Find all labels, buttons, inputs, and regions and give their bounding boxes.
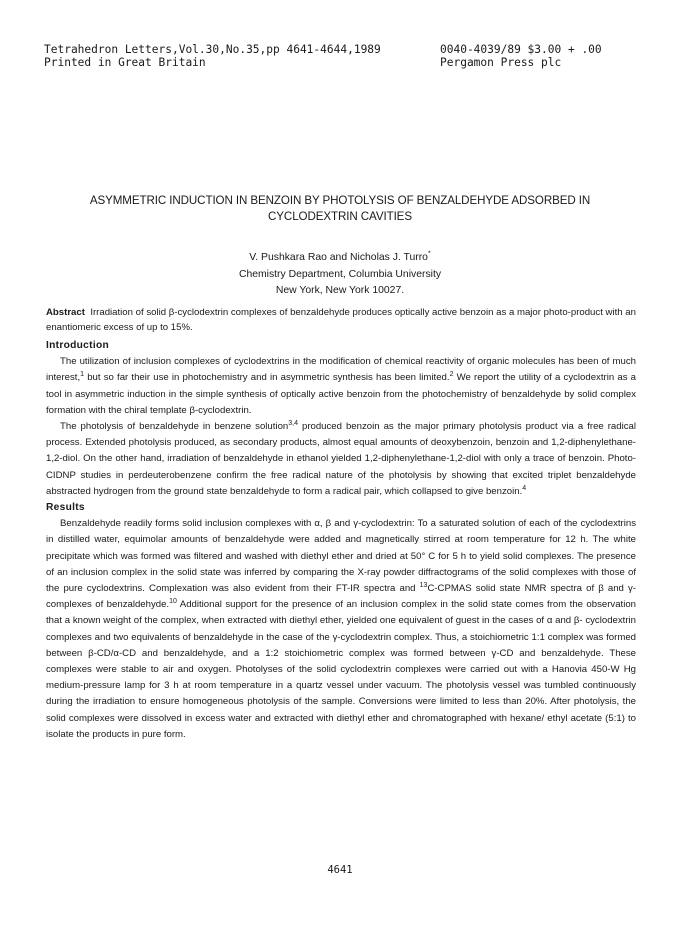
ref-4: 4 (522, 484, 527, 492)
ref-2: 2 (449, 371, 454, 379)
abstract-label: Abstract (46, 307, 85, 318)
intro-p1-text-a: The utilization of inclusion complexes of cyclodextrins in the modification of chemical reactivity of organic molecules has been of much interest, (46, 356, 636, 384)
ref-10: 10 (169, 598, 177, 606)
introduction-paragraph-2 (46, 419, 636, 500)
author-names: V. Pushkara Rao and Nicholas J. Turro (249, 252, 428, 263)
intro-p2-text-a: The photolysis of benzaldehyde in benzene solution (60, 421, 289, 433)
intro-p2-text-b: produced benzoin as the major primary photolysis product via a free radical process. Extended photolysis produced, as secondary products, almost equal amounts of deoxybenzoin, benzoin and 1,2-diphenylethane-1,2-diol. On the other hand, irradiation of benzaldehyde in ethanol yielded 1,2-diphenylethane-1,2-diol with only a trace of benzoin. Photo-CIDNP studies in perdeuterobenzene confirm the free radical nature of the photolysis by showing that excited triplet benzaldehyde abstracted hydrogen from the ground state benzaldehyde to form a radical pair, which collapsed to give benzoin. (46, 421, 637, 497)
article-title (60, 193, 620, 225)
author-block (60, 250, 620, 300)
results-text-b: C-CPMAS solid state NMR spectra of β and γ-complexes of benzaldehyde. (46, 583, 636, 611)
results-heading: Results (46, 502, 85, 514)
affiliation-city: New York, New York 10027. (275, 285, 405, 296)
author-names-line (60, 250, 620, 267)
affiliation-department: Chemistry Department, Columbia University (238, 268, 442, 280)
title-line-2: CYCLODEXTRIN CAVITIES (268, 210, 412, 223)
article-body (46, 305, 636, 743)
corresponding-author-mark: * (427, 250, 431, 258)
ref-3-4: 3,4 (288, 419, 298, 427)
intro-p1-text-b: but so far their use in photochemistry and in asymmetric synthesis has been limited. (84, 372, 450, 384)
abstract (46, 305, 636, 335)
results-paragraph (46, 516, 636, 743)
introduction-paragraph-1 (46, 354, 636, 419)
isotope-13: 13 (419, 581, 428, 589)
intro-p1-text-c: We report the utility of a cyclodextrin as a tool in asymmetric induction in the simple synthesis of optically active benzoin from the photochemistry of benzaldehyde by solid complex formation with the chiral template β-cyclodextrin. (46, 372, 636, 416)
printed-in-line: Printed in Great Britain (44, 56, 206, 69)
journal-citation-line: Tetrahedron Letters,Vol.30,No.35,pp 4641-4644,1989 (44, 43, 381, 56)
ref-1: 1 (80, 371, 85, 379)
publisher-info (440, 43, 602, 69)
results-text-c: Additional support for the presence of an inclusion complex in the solid state comes from the observation that a known weight of the complex, when extracted with diethyl ether, yielded one equivalent of guest in the cases of α and β- cyclodextrin complexes and two equivalents of benzaldehyde in the case of the γ-cyclodextrin complex. Thus, a stoichiometric 1:1 complex was formed between β-CD/α-CD and benzaldehyde, and a 1:2 stoichiometric complex was formed between γ-CD and benzaldehyde. These complexes were stable to air and oxygen. Photolyses of the solid cyclodextrin complexes were carried out with a Hanovia 450-W Hg medium-pressure lamp for 3 h at room temperature in a quartz vessel under vacuum. The photolysis vessel was tumbled continuously during the irradiation to ensure homogeneous photolysis of the sample. Conversions were limited to less than 20%. After photolysis, the solid complexes were dissolved in excess water and extracted with diethyl ether and chromatographed with hexane/ ethyl acetate (5:1) to isolate the products in pure form. (46, 599, 636, 740)
publisher-line: Pergamon Press plc (440, 56, 562, 69)
page-number: 4641 (327, 864, 353, 876)
title-line-1: ASYMMETRIC INDUCTION IN BENZOIN BY PHOTOLYSIS OF BENZALDEHYDE ADSORBED IN (89, 194, 591, 207)
introduction-heading: Introduction (46, 340, 110, 351)
journal-citation (44, 43, 381, 69)
results-text-a: Benzaldehyde readily forms solid inclusion complexes with α, β and γ-cyclodextrin: To a saturated solution of each of the cyclodextrins in distilled water, equimolar amounts of benzaldehyde were added and magnetically stirred at room temperature for 12 h. The white precipitate which was formed was filtered and washed with diethyl ether and dried at 50° C for 5 h to yield solid complexes. The presence of an inclusion complex in the solid state was inferred by comparing the X-ray powder diffractograms of the solid complexes with those of the pure cyclodextrins. Complexation was also evident from their FT-IR spectra and (46, 518, 636, 595)
issn-price-line: 0040-4039/89 $3.00 + .00 (440, 43, 602, 56)
abstract-text: Irradiation of solid β-cyclodextrin complexes of benzaldehyde produces optically active benzoin as a major photo-product with an enantiomeric excess of up to 15%. (46, 307, 636, 333)
